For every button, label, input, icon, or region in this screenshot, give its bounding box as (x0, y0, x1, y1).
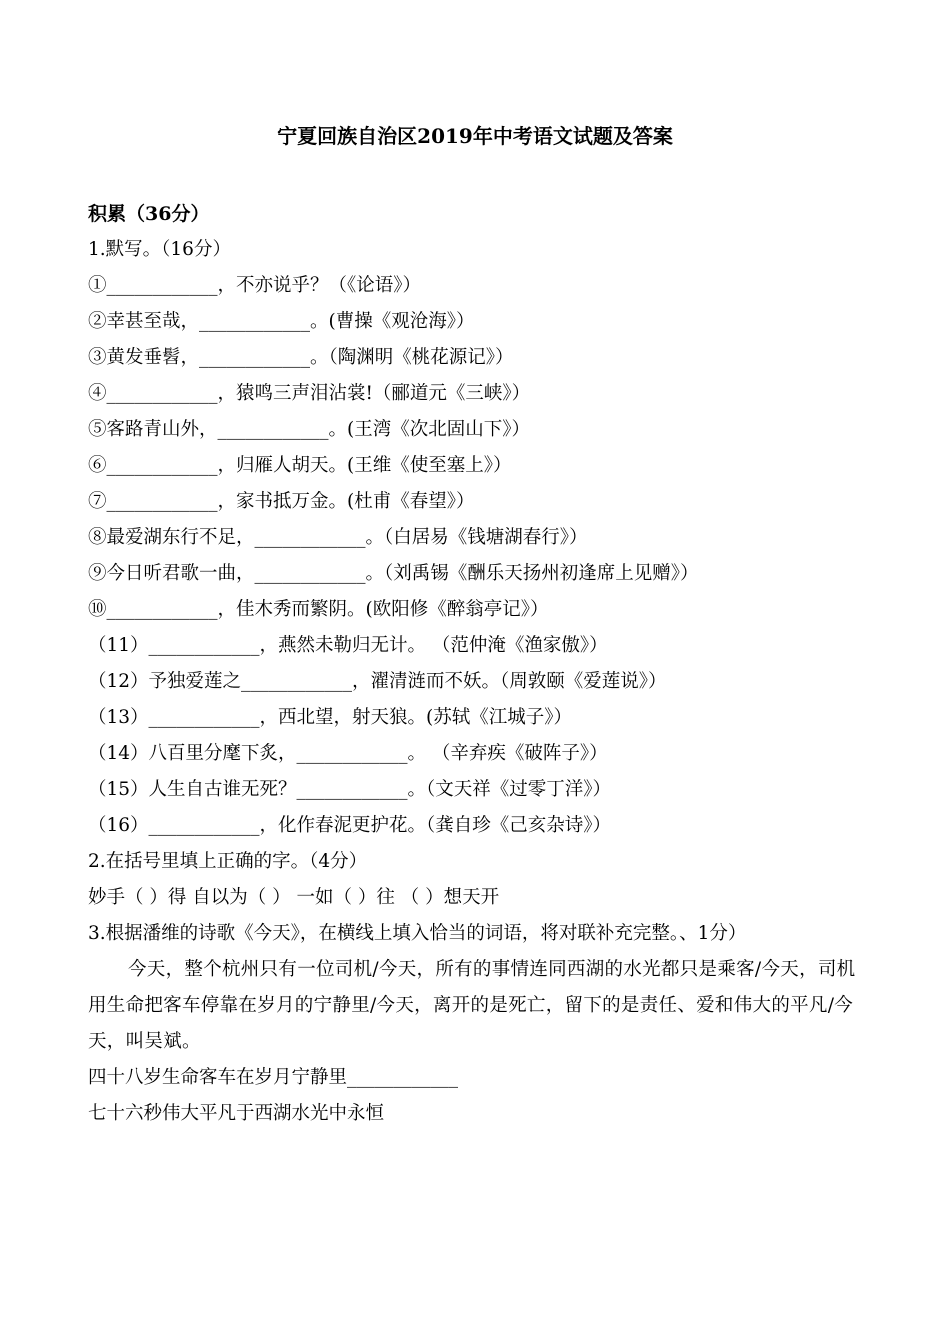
dictation-item: ⑧最爱湖东行不足，____________。（白居易《钱塘湖春行》） (88, 527, 588, 548)
dictation-item: ⑦____________，家书抵万金。(杜甫《春望》） (88, 491, 475, 512)
dictation-item: ⑤客路青山外，____________。(王湾《次北固山下》） (88, 419, 530, 440)
dictation-item: ③黄发垂髫，____________。（陶渊明《桃花源记》） (88, 347, 514, 368)
question-2-content: 妙手（ ）得 自以为（ ） 一如（ ）往 （ ）想天开 (88, 887, 500, 908)
dictation-item: ②幸甚至哉，____________。(曹操《观沧海》） (88, 311, 475, 332)
dictation-item: （15）人生自古谁无死？____________。（文天祥《过零丁洋》） (88, 779, 612, 800)
dictation-item: ⑨今日听君歌一曲，____________。（刘禹锡《酬乐天扬州初逢席上见赠》） (88, 563, 699, 584)
couplet-upper-line: 四十八岁生命客车在岁月宁静里____________ (88, 1067, 459, 1088)
question-2-prompt: 2.在括号里填上正确的字。（4分） (88, 851, 368, 872)
dictation-item: （14）八百里分麾下炙，____________。 （辛弃疾《破阵子》） (88, 743, 608, 764)
dictation-item: （13）____________，西北望，射天狼。(苏轼《江城子》） (88, 707, 573, 728)
dictation-item: ④____________，猿鸣三声泪沾裳!（郦道元《三峡》） (88, 383, 531, 404)
section-heading: 积累（36分） (88, 203, 210, 225)
dictation-item: ⑥____________，归雁人胡天。(王维《使至塞上》） (88, 455, 512, 476)
dictation-item: （11）____________，燕然未勒归无计。 （范仲淹《渔家傲》） (88, 635, 608, 656)
dictation-item: ①____________，不亦说乎？（《论语》） (88, 275, 422, 296)
question-3-passage: 今天，整个杭州只有一位司机/今天，所有的事情连同西湖的水光都只是乘客/今天，司机用生命把客车停靠在岁月的宁静里/今天，离开的是死亡，留下的是责任、爱和伟大的平凡/今天，叫吴斌。 (88, 959, 856, 1052)
question-1-prompt: 1.默写。（16分） (88, 239, 231, 260)
question-3-prompt: 3.根据潘维的诗歌《今天》，在横线上填入恰当的词语，将对联补充完整。、1分） (88, 923, 747, 944)
dictation-item: ⑩____________，佳木秀而繁阴。(欧阳修《醉翁亭记》） (88, 599, 549, 620)
document-title: 宁夏回族自治区2019年中考语文试题及答案 (277, 124, 673, 148)
dictation-item: （12）予独爱莲之____________，濯清涟而不妖。（周敦颐《爱莲说》） (88, 671, 667, 692)
couplet-lower-line: 七十六秒伟大平凡于西湖水光中永恒 (88, 1103, 385, 1124)
dictation-item: （16）____________，化作春泥更护花。（龚自珍《己亥杂诗》） (88, 815, 612, 836)
document-body (88, 196, 868, 1132)
